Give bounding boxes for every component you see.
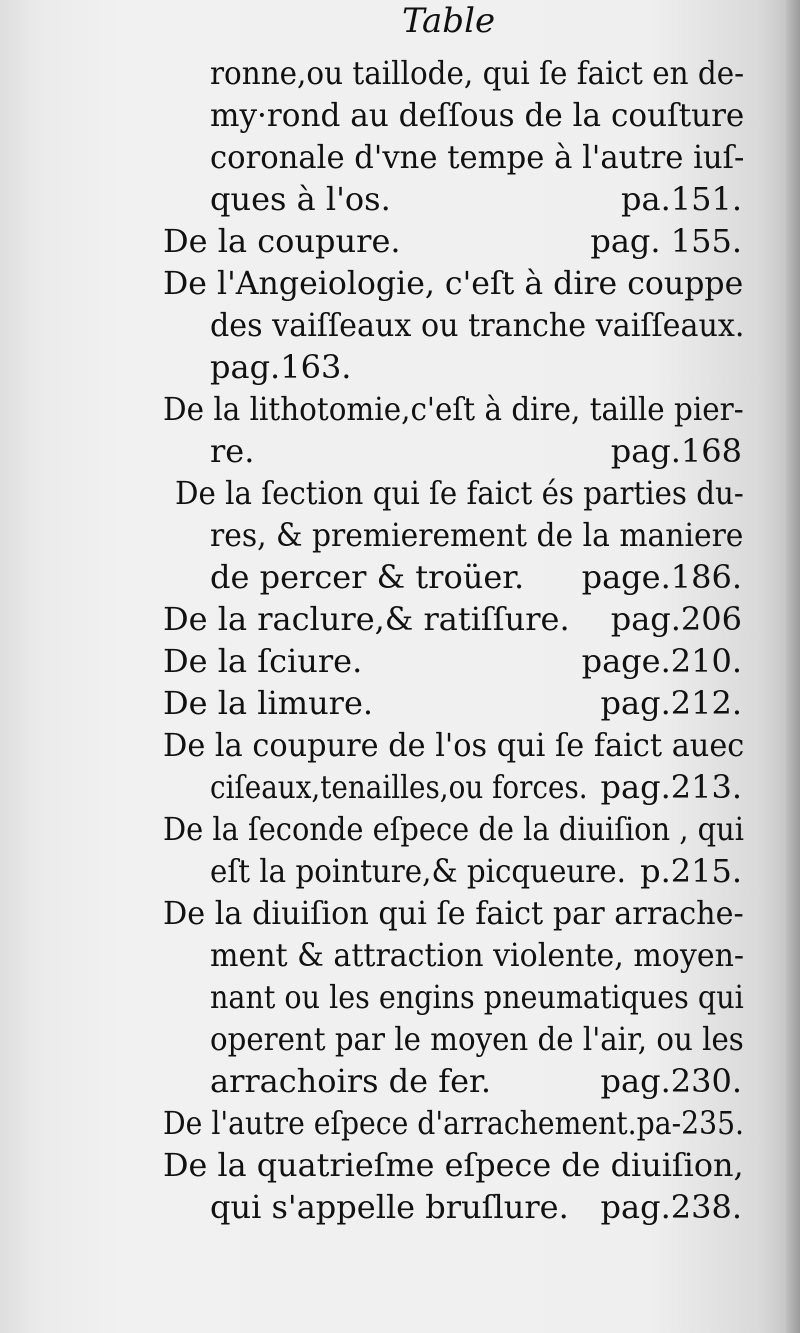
toc-line-text: ques à l'os. [210,180,391,218]
toc-line-text: De l'autre eſpece d'arrachement.pa-235. [163,1104,745,1142]
toc-line-text: qui s'appelle bruſlure. [210,1188,569,1226]
toc-page-number: pag.238. [600,1188,742,1226]
toc-line-text: de percer & troüer. [210,558,525,596]
toc-line [0,52,800,94]
toc-line [0,556,800,598]
toc-page-number: pa.151. [621,180,742,218]
toc-line-text: De la coupure. [163,222,401,260]
toc-line-text: pag.163. [210,348,352,386]
toc-line [0,724,800,766]
toc-line [0,430,800,472]
toc-page-number: p.215. [640,852,742,890]
toc-line [0,304,800,346]
toc-page-number: pag.212. [600,684,742,722]
toc-line [0,262,800,304]
toc-line [0,178,800,220]
toc-line-text: eſt la pointure,& picqueure. [210,852,626,890]
toc-line-text: ment & attraction violente, moyen- [210,936,745,974]
toc-page-number: pag.206 [610,600,742,638]
toc-line-text: ronne,ou taillode, qui ſe faict en de- [210,54,745,92]
toc-line [0,1060,800,1102]
toc-line-text: operent par le moyen de l'air, ou les [210,1020,744,1058]
toc-line [0,346,800,388]
toc-line-text: my·rond au deſſous de la couſture [210,96,745,134]
toc-line-text: De la ſection qui ſe faict és parties du- [175,474,744,512]
toc-line [0,136,800,178]
toc-line-text: De la ſeconde eſpece de la diuiſion , qui [163,810,744,848]
toc-line [0,934,800,976]
toc-line [0,388,800,430]
toc-line [0,220,800,262]
toc-line [0,1018,800,1060]
table-of-contents [0,52,800,1228]
toc-line-text: nant ou les engins pneumatiques qui [210,978,744,1016]
toc-line [0,976,800,1018]
toc-line [0,850,800,892]
toc-line [0,598,800,640]
toc-line [0,94,800,136]
toc-line-text: De la coupure de l'os qui ſe faict auec [163,726,745,764]
toc-line-text: De la quatrieſme eſpece de diuiſion, [163,1146,744,1184]
toc-line [0,1102,800,1144]
toc-line-text: De l'Angeiologie, c'eſt à dire couppe [163,264,744,302]
toc-page-number: pag.213. [600,768,742,806]
toc-line-text: De la lithotomie,c'eſt à dire, taille pier- [163,390,744,428]
toc-line [0,640,800,682]
toc-line-text: De la ſciure. [163,642,363,680]
toc-page-number: pag. 155. [590,222,742,260]
toc-page-number: pag.230. [600,1062,742,1100]
toc-line [0,892,800,934]
toc-line-text: re. [210,432,255,470]
toc-line-text: res, & premierement de la maniere [210,516,744,554]
toc-line-text: De la limure. [163,684,374,722]
toc-line [0,682,800,724]
toc-page-number: page.210. [581,642,742,680]
toc-line-text: De la diuiſion qui ſe faict par arrache- [163,894,744,932]
toc-line-text: des vaiſſeaux ou tranche vaiſſeaux. [210,306,745,344]
toc-line [0,472,800,514]
toc-line-text: ciſeaux,tenailles,ou forces. [210,768,588,806]
toc-line [0,1186,800,1228]
running-head: Table [402,1,496,41]
toc-line-text: De la raclure,& ratiſſure. [163,600,570,638]
toc-line-text: coronale d'vne tempe à l'autre iuſ- [210,138,745,176]
toc-line [0,514,800,556]
toc-line [0,1144,800,1186]
toc-page-number: page.186. [581,558,742,596]
toc-line-text: arrachoirs de fer. [210,1062,491,1100]
toc-line [0,766,800,808]
toc-page-number: pag.168 [610,432,742,470]
toc-line [0,808,800,850]
